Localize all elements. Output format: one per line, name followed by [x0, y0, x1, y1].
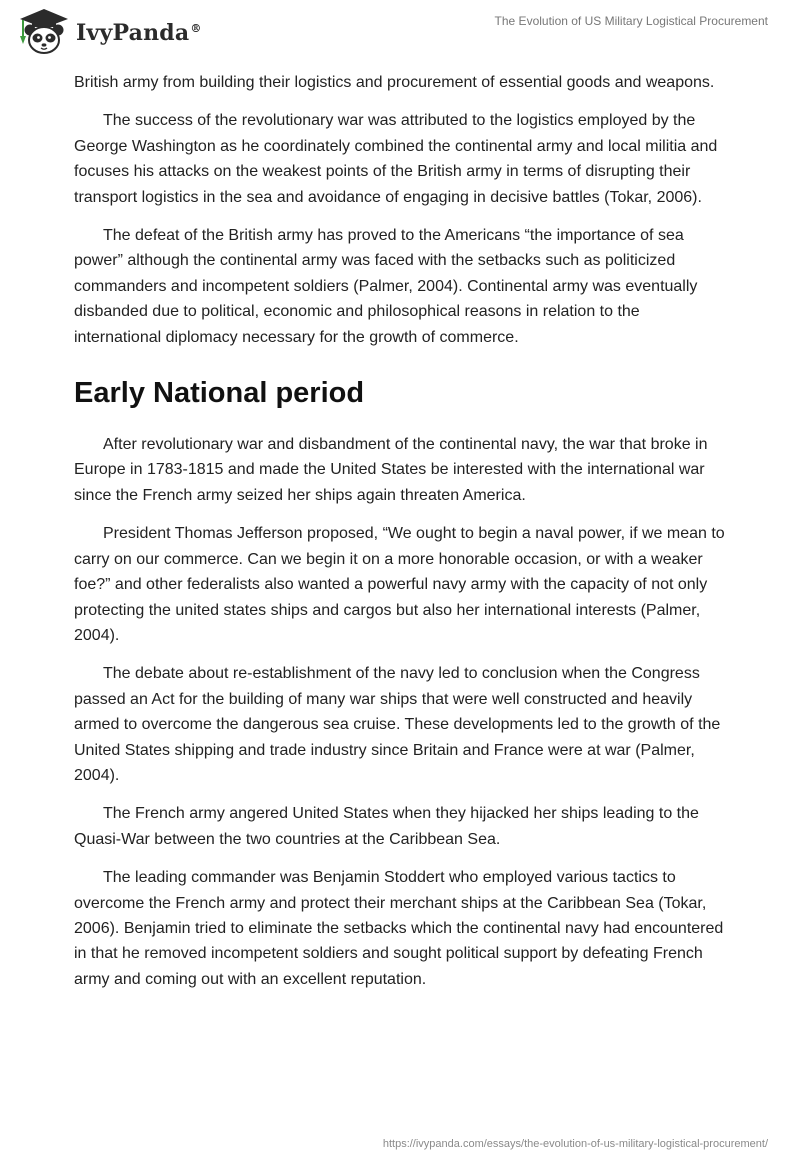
- paragraph: The leading commander was Benjamin Stoddert who employed various tactics to overcome the French army and protect their merchant ships at the Caribbean Sea (Tokar, 2006). Benjamin tried to eliminate the setbacks which the continental navy had encountered in that he removed incompetent soldiers and sought political support by defeating French army and coming out with an excellent reputation.: [74, 869, 724, 988]
- paragraph: British army from building their logistics and procurement of essential goods and weapons.: [74, 74, 715, 91]
- section-heading: Early National period: [74, 377, 365, 410]
- registered-mark: ®: [190, 21, 202, 35]
- paragraph: The French army angered United States when they hijacked her ships leading to the Quasi-War between the two countries at the Caribbean Sea.: [74, 805, 699, 848]
- paragraph: The debate about re-establishment of the navy led to conclusion when the Congress passed an Act for the building of many war ships that were well constructed and heavily armed to overcome the dangerous sea cruise. These developments led to the growth of the United States shipping and trade industry since Britain and France were at war (Palmer, 2004).: [74, 665, 721, 784]
- paragraph: The success of the revolutionary war was attributed to the logistics employed by the George Washington as he coordinately combined the continental army and local militia and focuses his attacks on the weakest points of the British army in terms of disrupting their transport logistics in the sea and avoidance of engaging in decisive battles (Tokar, 2006).: [74, 112, 718, 206]
- brand-logo[interactable]: [14, 6, 202, 56]
- source-url-link[interactable]: https://ivypanda.com/essays/the-evolution-of-us-military-logistical-procurement/: [382, 1138, 768, 1150]
- paragraph: The defeat of the British army has proved to the Americans “the importance of sea power” although the continental army was faced with the setbacks such as politicized commanders and incompetent soldiers (Palmer, 2004). Continental army was eventually disbanded due to political, economic and philosophical reasons in relation to the international diplomacy necessary for the growth of commerce.: [74, 227, 698, 346]
- paragraph: After revolutionary war and disbandment of the continental navy, the war that broke in Europe in 1783-1815 and made the United States be interested with the international war since the French army seized her ships again threaten America.: [74, 436, 708, 504]
- document-title: The Evolution of US Military Logistical Procurement: [494, 14, 768, 28]
- page-header: [0, 0, 800, 64]
- panda-graduation-cap-icon: [14, 6, 70, 56]
- brand-name: IvyPanda®: [76, 20, 202, 46]
- essay-body: [74, 70, 726, 1005]
- paragraph: President Thomas Jefferson proposed, “We ought to begin a naval power, if we mean to carry on our commerce. Can we begin it on a more honorable occasion, or with a weaker foe?” and other federalists also wanted a powerful navy army with the capacity of not only protecting the united states ships and cargos but also her international interests (Palmer, 2004).: [74, 525, 725, 644]
